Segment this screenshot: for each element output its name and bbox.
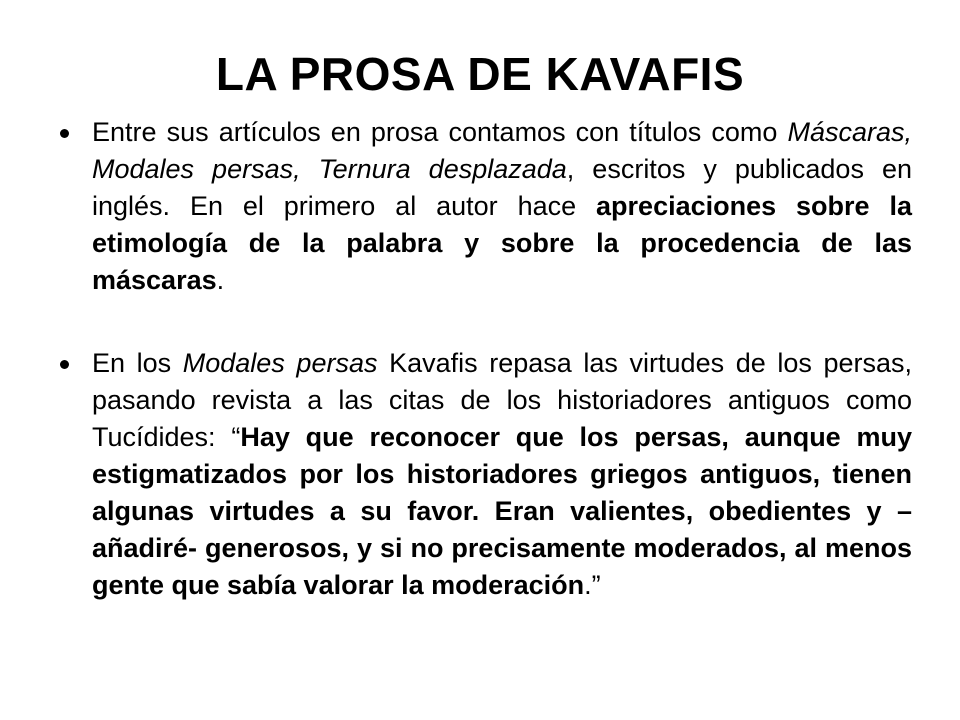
bullet-icon — [60, 360, 69, 369]
text-segment-italic: Modales persas — [182, 348, 378, 378]
bullet-text — [92, 117, 912, 295]
text-segment-italic: Máscaras, Modales persas, Ternura desplazada — [92, 117, 912, 184]
text-segment-bold: apreciaciones sobre la etimología de la palabra y sobre la procedencia de las máscaras — [92, 191, 912, 295]
bullet-item — [60, 114, 912, 299]
bullet-item — [60, 345, 912, 604]
bullet-text — [92, 348, 912, 600]
text-segment: En los — [92, 348, 183, 378]
bullet-list — [60, 114, 912, 604]
slide-title: LA PROSA DE KAVAFIS — [215, 48, 745, 100]
text-segment: . — [216, 265, 225, 295]
text-segment: .” — [584, 570, 601, 600]
text-segment: Entre sus artículos en prosa contamos con títulos como — [92, 117, 788, 147]
bullet-icon — [60, 129, 69, 138]
text-segment: Kavafis repasa las virtudes de los persas, pasando revista a las citas de los historiadores antiguos como Tucídides: “ — [92, 348, 912, 452]
text-segment: , escritos y publicados en inglés. En el primero al autor hace — [92, 154, 912, 221]
text-segment-bold: Hay que reconocer que los persas, aunque muy estigmatizados por los historiadores griegos antiguos, tienen algunas virtudes a su favor. Eran valientes, obedientes y –añadiré- generosos, y si no precisamente moderados, al menos gente que sabía valorar la moderación — [92, 422, 912, 600]
